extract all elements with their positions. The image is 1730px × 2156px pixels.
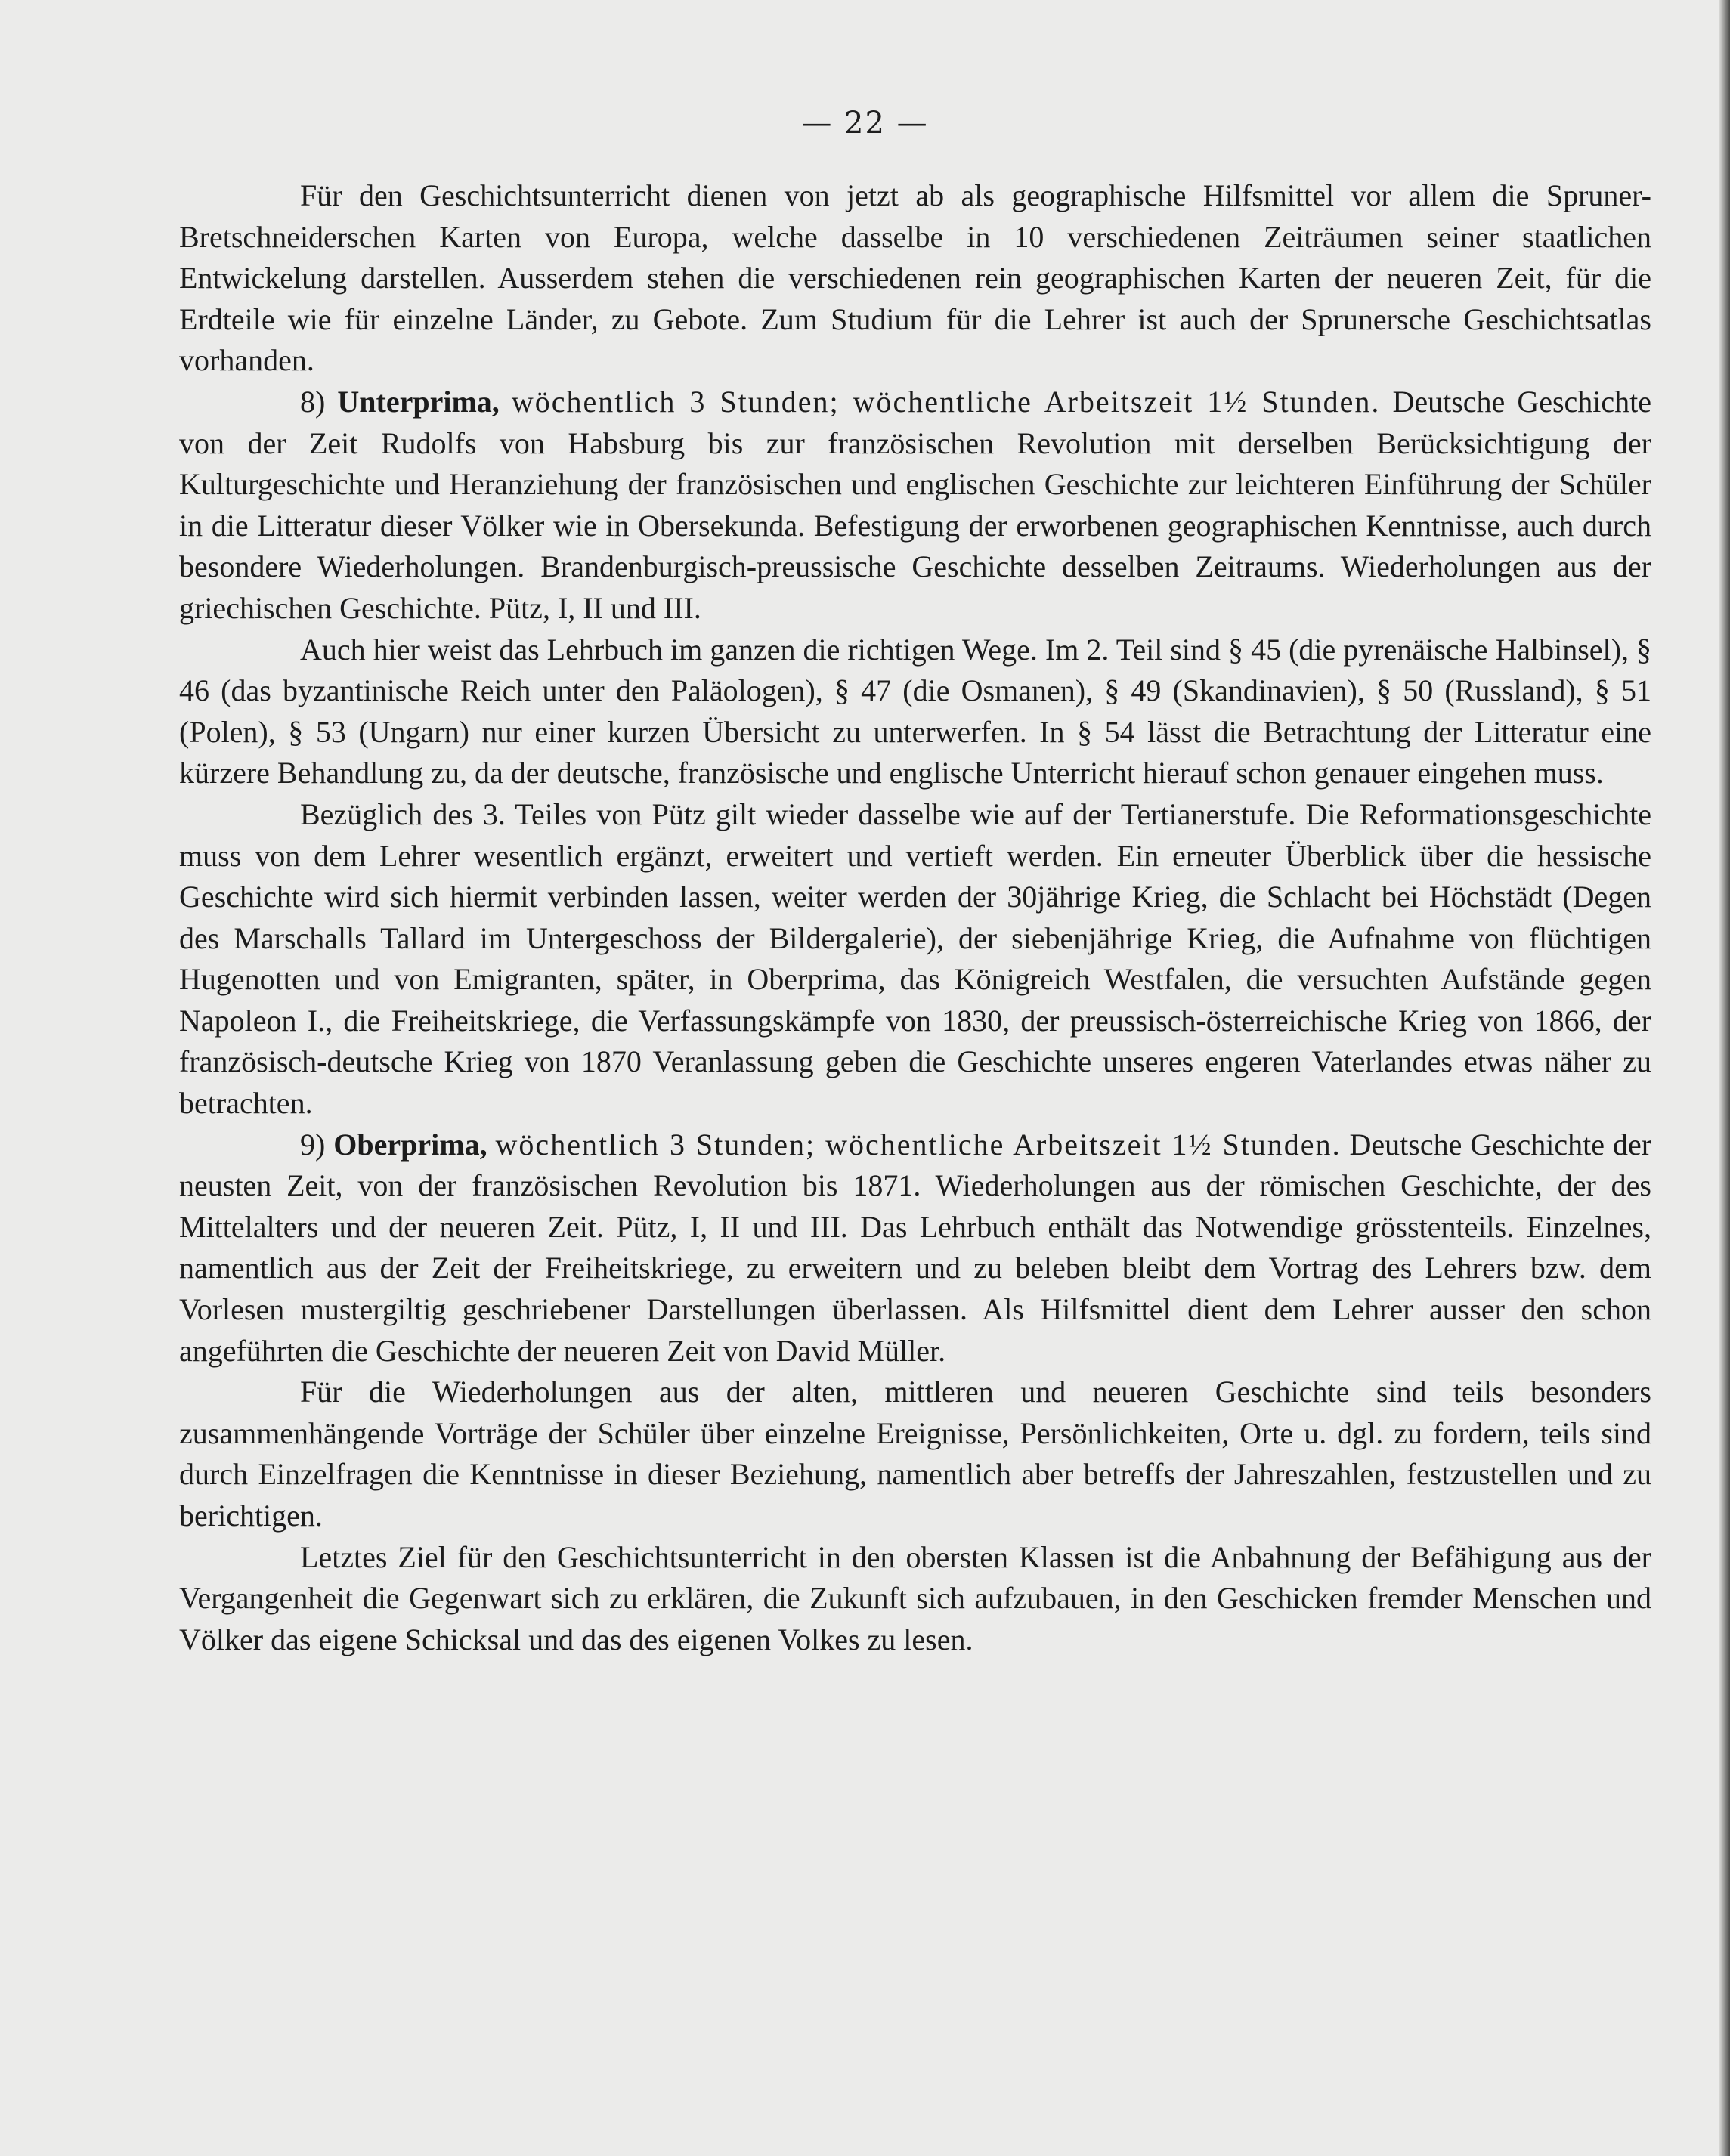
section-number: 9): [300, 1127, 326, 1162]
paragraph-letztes-ziel: Letztes Ziel für den Geschichtsunterricht in den obersten Klassen ist die Anbahnung der Befähigung aus der Vergangenheit die Gegenwart sich zu erklären, die Zukunft sich aufzubauen, in den Geschicken fremder Menschen und Völker das eigene Schicksal und das des eigenen Volkes zu lesen.: [179, 1539, 1651, 1656]
section-schedule: wöchentlich 3 Stunden; wöchentliche Arbeitszeit 1½ Stunden.: [495, 1127, 1342, 1162]
paragraph-maps: Für den Geschichtsunterricht dienen von jetzt ab als geographische Hilfsmittel vor allem die Spruner-Bretschneiderschen Karten von Europa, welche dasselbe in 10 verschiedenen Zeiträumen seiner staatlichen Entwickelung darstellen. Ausserdem stehen die verschiedenen rein geographischen Karten der neueren Zeit, für die Erdteile wie für einzelne Länder, zu Gebote. Zum Studium für die Lehrer ist auch der Sprunersche Geschichtsatlas vorhanden.: [179, 178, 1651, 378]
paragraph-wiederholungen: Für die Wiederholungen aus der alten, mittleren und neueren Geschichte sind teils besonders zusammenhängende Vorträge der Schüler über einzelne Ereignisse, Persönlichkeiten, Orte u. dgl. zu fordern, teils sind durch Einzelfragen die Kenntnisse in dieser Beziehung, namentlich aber betreffs der Jahreszahlen, festzustellen und zu berichtigen.: [179, 1375, 1651, 1533]
page-number: — 22 —: [801, 106, 929, 141]
section-number: 8): [300, 384, 326, 419]
section-label-oberprima: Oberprima,: [333, 1127, 487, 1162]
paragraph-oberprima: [179, 1124, 1651, 1372]
paragraph-teil-3: Bezüglich des 3. Teiles von Pütz gilt wieder dasselbe wie auf der Tertianerstufe. Die Reformationsgeschichte muss von dem Lehrer wesentlich ergänzt, erweitert und vertieft werden. Ein erneuter Überblick über die hessische Geschichte wird sich hiermit verbinden lassen, weiter werden der 30jährige Krieg, die Schlacht bei Höchstädt (Degen des Marschalls Tallard im Untergeschoss der Bildergalerie), der siebenjährige Krieg, die Aufnahme von flüchtigen Hugenotten und von Emigranten, später, in Oberprima, das Königreich Westfalen, die versuchten Aufstände gegen Napoleon I., die Freiheitskriege, die Verfassungskämpfe von 1830, der preussisch-österreichische Krieg von 1866, der französisch-deutsche Krieg von 1870 Veranlassung geben die Geschichte unseres engeren Vaterlandes etwas näher zu betrachten.: [179, 797, 1651, 1121]
body-text: [179, 175, 1651, 1660]
section-text: Deutsche Geschichte der neusten Zeit, von der französischen Revolution bis 1871. Wiederholungen aus der römischen Geschichte, der des Mittelalters und der neueren Zeit. Pütz, I, II und III. Das Lehrbuch enthält das Notwendige grösstenteils. Einzelnes, namentlich aus der Zeit der Freiheitskriege, zu erweitern und zu beleben bleibt dem Vortrag des Lehrers bzw. dem Vorlesen mustergiltig geschriebener Darstellungen überlassen. Als Hilfsmittel dient dem Lehrer ausser den schon angeführten die Geschichte der neueren Zeit von David Müller.: [179, 1127, 1652, 1368]
paragraph-unterprima: [179, 382, 1651, 629]
section-schedule: wöchentlich 3 Stunden; wöchentliche Arbeitszeit 1½ Stunden.: [511, 384, 1381, 419]
section-text: Deutsche Geschichte von der Zeit Rudolfs von Habsburg bis zur französischen Revolution mit derselben Berücksichtigung der Kulturgeschichte und Heranziehung der französischen und englischen Geschichte zur leichteren Einführung der Schüler in die Litteratur dieser Völker wie in Obersekunda. Befestigung der erworbenen geographischen Kenntnisse, auch durch besondere Wiederholungen. Brandenburgisch-preussische Geschichte desselben Zeitraums. Wiederholungen aus der griechischen Geschichte. Pütz, I, II und III.: [179, 384, 1652, 625]
page-edge-shadow: [1719, 0, 1730, 2156]
section-label-unterprima: Unterprima,: [337, 384, 500, 419]
paragraph-lehrbuch: Auch hier weist das Lehrbuch im ganzen die richtigen Wege. Im 2. Teil sind § 45 (die pyrenäische Halbinsel), § 46 (das byzantinische Reich unter den Paläologen), § 47 (die Osmanen), § 49 (Skandinavien), § 50 (Russland), § 51 (Polen), § 53 (Ungarn) nur einer kurzen Übersicht zu unterwerfen. In § 54 lässt die Betrachtung der Litteratur eine kürzere Behandlung zu, da der deutsche, französische und englische Unterricht hierauf schon genauer eingehen muss.: [179, 632, 1651, 790]
